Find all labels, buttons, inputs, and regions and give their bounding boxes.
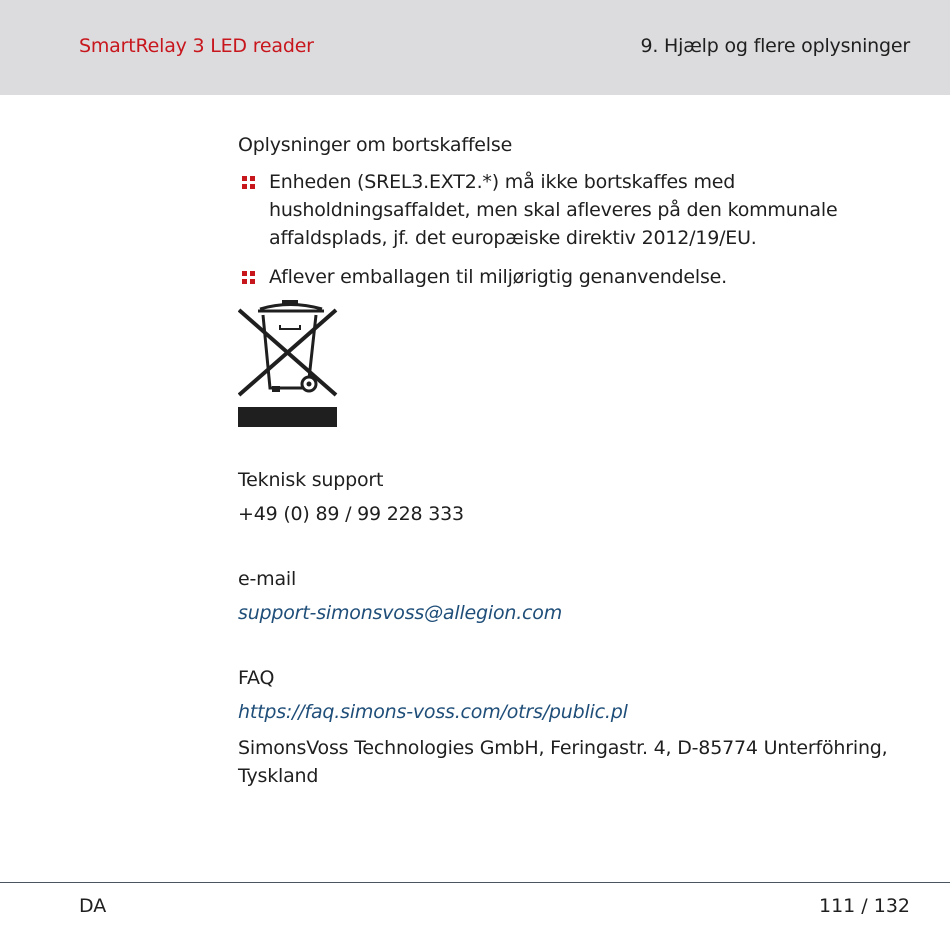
support-phone: +49 (0) 89 / 99 228 333 xyxy=(238,503,464,525)
disposal-heading: Oplysninger om bortskaffelse xyxy=(238,134,513,156)
support-label: Teknisk support xyxy=(238,469,384,491)
chapter-title: 9. Hjælp og flere oplysninger xyxy=(640,35,910,57)
square-bullet-icon xyxy=(242,176,256,190)
email-label: e-mail xyxy=(238,568,297,590)
footer-language: DA xyxy=(79,895,107,917)
crossed-out-wheelie-bin-icon xyxy=(238,298,338,428)
company-address-line: Tyskland xyxy=(238,765,319,787)
square-bullet-icon xyxy=(242,271,256,285)
page-header xyxy=(0,0,950,95)
product-title: SmartRelay 3 LED reader xyxy=(79,35,314,57)
bullet-line: affaldsplads, jf. det europæiske direktiv 2012/19/EU. xyxy=(269,227,757,249)
bullet-line: Enheden (SREL3.EXT2.*) må ikke bortskaffes med xyxy=(269,171,736,193)
footer-divider xyxy=(0,882,950,883)
email-link[interactable]: support-simonsvoss@allegion.com xyxy=(238,602,563,624)
faq-label: FAQ xyxy=(238,667,275,689)
page-number: 111 / 132 xyxy=(818,895,910,917)
bullet-line: Aflever emballagen til miljørigtig genanvendelse. xyxy=(269,266,728,288)
bullet-line: husholdningsaffaldet, men skal afleveres på den kommunale xyxy=(269,199,838,221)
company-address-line: SimonsVoss Technologies GmbH, Feringastr. 4, D-85774 Unterföhring, xyxy=(238,737,888,759)
faq-link[interactable]: https://faq.simons-voss.com/otrs/public.pl xyxy=(238,701,628,723)
